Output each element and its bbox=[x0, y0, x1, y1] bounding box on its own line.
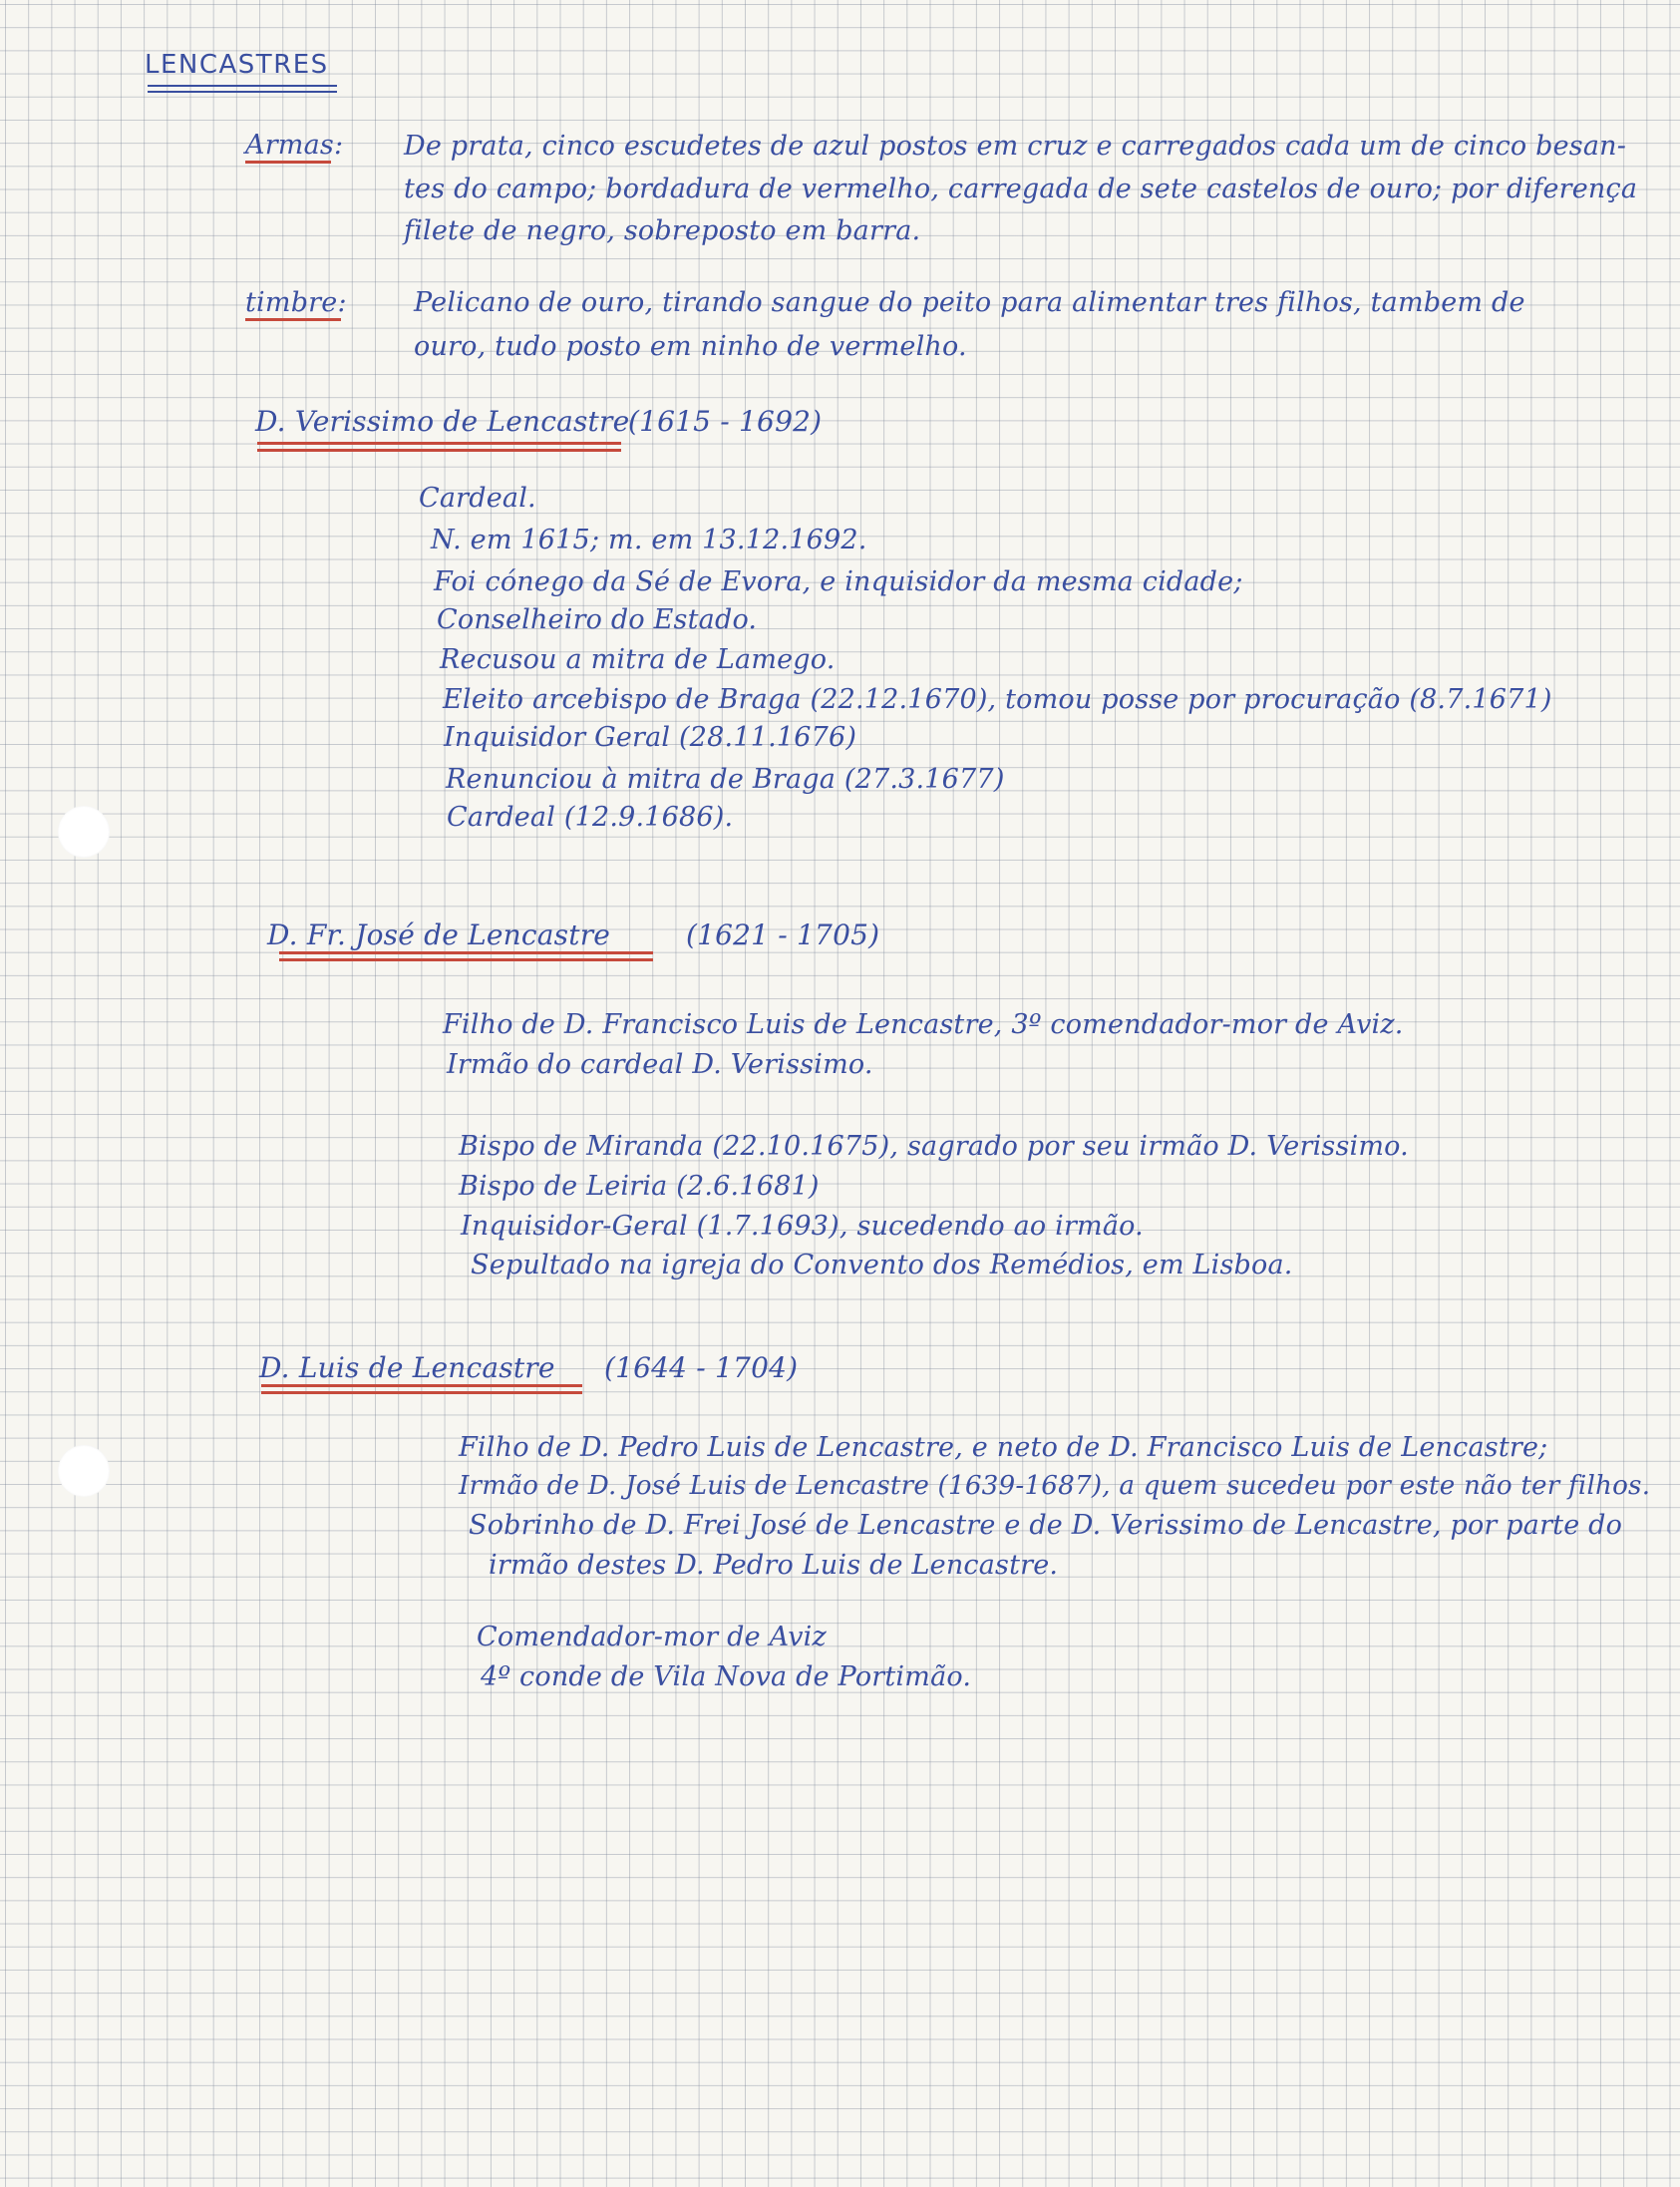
section-line: Eleito arcebispo de Braga (22.12.1670), tomou posse por procuração (8.7.1671) bbox=[443, 684, 1552, 715]
armas-line: filete de negro, sobreposto em barra. bbox=[404, 215, 921, 246]
section-line: Bispo de Leiria (2.6.1681) bbox=[459, 1171, 820, 1202]
section-heading-name: D. Fr. José de Lencastre bbox=[267, 918, 611, 951]
timbre-label: timbre: bbox=[245, 287, 347, 318]
section-line: Sobrinho de D. Frei José de Lencastre e de D. Verissimo de Lencastre, por parte do bbox=[469, 1510, 1623, 1541]
section-line: Inquisidor Geral (28.11.1676) bbox=[444, 722, 857, 753]
section-heading-dates: (1615 - 1692) bbox=[628, 405, 823, 438]
section-underline-second bbox=[279, 958, 653, 961]
section-line: Filho de D. Francisco Luis de Lencastre, 3º comendador-mor de Aviz. bbox=[443, 1009, 1404, 1040]
section-line: 4º conde de Vila Nova de Portimão. bbox=[481, 1661, 972, 1692]
section-line: Filho de D. Pedro Luis de Lencastre, e neto de D. Francisco Luis de Lencastre; bbox=[459, 1432, 1548, 1463]
section-heading-dates: (1644 - 1704) bbox=[604, 1351, 799, 1384]
section-line: Bispo de Miranda (22.10.1675), sagrado por seu irmão D. Verissimo. bbox=[459, 1131, 1409, 1162]
section-line: Conselheiro do Estado. bbox=[437, 604, 758, 635]
armas-label: Armas: bbox=[245, 130, 344, 161]
timbre-underline bbox=[245, 318, 341, 321]
section-heading-name: D. Luis de Lencastre bbox=[259, 1351, 555, 1384]
punch-hole-bottom bbox=[58, 1445, 110, 1497]
section-line: Sepultado na igreja do Convento dos Remédios, em Lisboa. bbox=[471, 1250, 1293, 1280]
section-line: Recusou a mitra de Lamego. bbox=[440, 644, 836, 675]
title-underline-second bbox=[148, 91, 337, 93]
section-line: Comendador-mor de Aviz bbox=[477, 1622, 827, 1652]
section-line: Inquisidor-Geral (1.7.1693), sucedendo ao irmão. bbox=[461, 1211, 1144, 1242]
section-underline-second bbox=[257, 449, 621, 452]
title-underline bbox=[148, 85, 337, 87]
section-line: Cardeal. bbox=[419, 483, 536, 514]
section-line: Cardeal (12.9.1686). bbox=[447, 802, 734, 833]
section-line: Irmão do cardeal D. Verissimo. bbox=[447, 1049, 873, 1080]
armas-underline bbox=[245, 161, 331, 164]
punch-hole-top bbox=[58, 806, 110, 858]
section-underline bbox=[261, 1384, 582, 1387]
section-line: Foi cónego da Sé de Evora, e inquisidor da mesma cidade; bbox=[434, 566, 1243, 597]
section-underline bbox=[257, 442, 621, 445]
armas-line: De prata, cinco escudetes de azul postos em cruz e carregados cada um de cinco besan- bbox=[404, 131, 1627, 162]
section-line: irmão destes D. Pedro Luis de Lencastre. bbox=[489, 1550, 1059, 1581]
section-underline-second bbox=[261, 1391, 582, 1394]
section-line: Renunciou à mitra de Braga (27.3.1677) bbox=[446, 764, 1005, 795]
section-line: N. em 1615; m. em 13.12.1692. bbox=[431, 525, 867, 555]
timbre-line: ouro, tudo posto em ninho de vermelho. bbox=[414, 331, 967, 362]
section-heading-dates: (1621 - 1705) bbox=[686, 918, 880, 951]
armas-line: tes do campo; bordadura de vermelho, carregada de sete castelos de ouro; por diferença bbox=[404, 174, 1638, 204]
section-line: Irmão de D. José Luis de Lencastre (1639-1687), a quem sucedeu por este não ter filhos. bbox=[459, 1471, 1651, 1501]
page-title: LENCASTRES bbox=[145, 50, 329, 80]
timbre-line: Pelicano de ouro, tirando sangue do peito para alimentar tres filhos, tambem de bbox=[414, 287, 1525, 318]
section-underline bbox=[279, 951, 653, 954]
section-heading-name: D. Verissimo de Lencastre bbox=[255, 405, 630, 438]
